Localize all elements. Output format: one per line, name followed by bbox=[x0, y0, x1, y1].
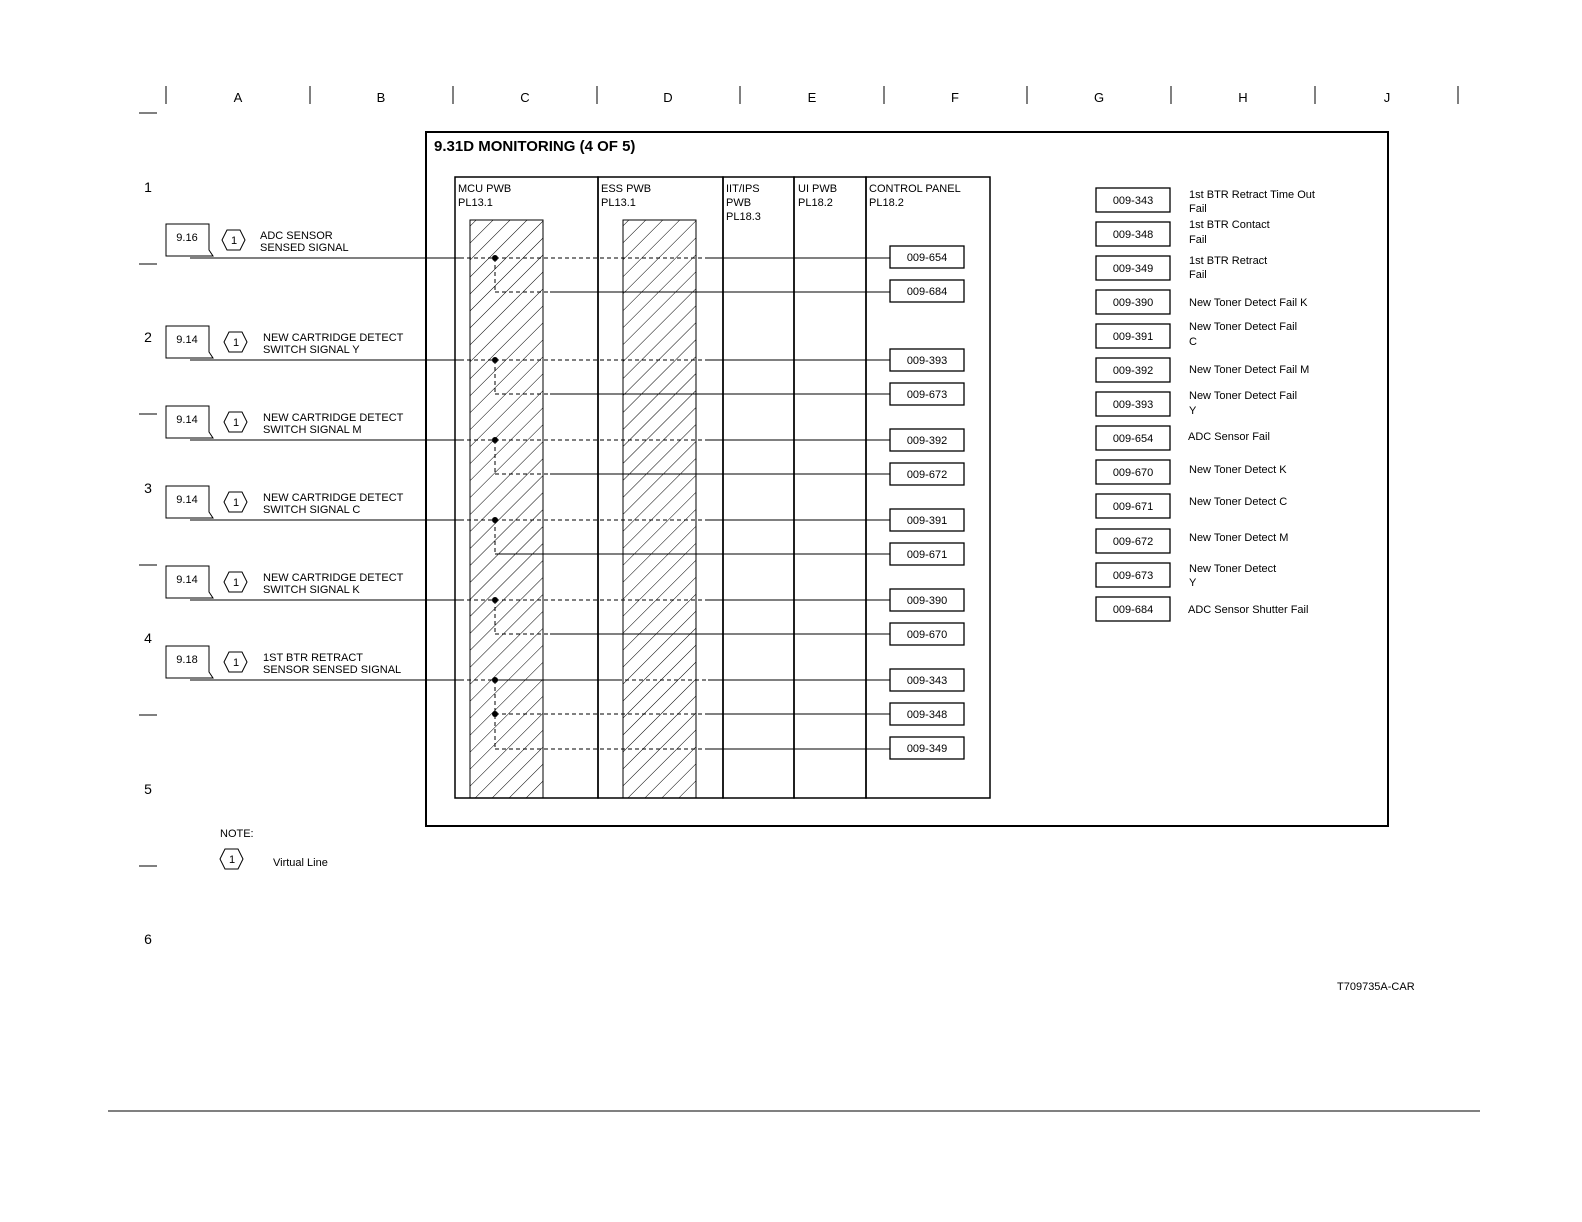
legend-desc: 1st BTR Contact bbox=[1189, 219, 1270, 231]
row-label: 3 bbox=[144, 480, 152, 496]
fault-code: 009-393 bbox=[906, 355, 948, 367]
ess-pwb-label: ESS PWB bbox=[601, 183, 652, 195]
row-label: 6 bbox=[144, 931, 152, 947]
iit-pwb-pl: PL18.3 bbox=[726, 211, 761, 223]
virtual-line-symbol: 1 bbox=[232, 337, 240, 349]
legend-desc: 1st BTR Retract Time Out bbox=[1189, 189, 1315, 201]
signal-label: SWITCH SIGNAL C bbox=[263, 504, 361, 516]
ui-pwb-pl: PL18.2 bbox=[798, 197, 833, 209]
legend-code: 009-672 bbox=[1112, 536, 1154, 548]
signal-label: ADC SENSOR bbox=[260, 230, 333, 242]
legend-desc: New Toner Detect M bbox=[1189, 532, 1289, 544]
fault-code: 009-684 bbox=[906, 286, 948, 298]
iit-pwb-box bbox=[723, 177, 794, 798]
signal-switch-k bbox=[166, 566, 964, 645]
ui-pwb-box bbox=[794, 177, 866, 798]
ui-pwb-label: UI PWB bbox=[798, 183, 838, 195]
signal-switch-c bbox=[166, 486, 964, 565]
signal-btr-retract bbox=[166, 646, 964, 759]
signal-label: NEW CARTRIDGE DETECT bbox=[263, 492, 404, 504]
legend-code: 009-391 bbox=[1112, 331, 1154, 343]
column-label: A bbox=[233, 90, 243, 105]
signal-switch-y bbox=[166, 326, 964, 405]
signal-label: NEW CARTRIDGE DETECT bbox=[263, 572, 404, 584]
fault-code: 009-673 bbox=[906, 389, 948, 401]
legend-code: 009-343 bbox=[1112, 195, 1154, 207]
legend-code: 009-349 bbox=[1112, 263, 1154, 275]
fault-code: 009-670 bbox=[906, 629, 948, 641]
legend-desc: C bbox=[1189, 336, 1197, 348]
column-label: J bbox=[1383, 90, 1391, 105]
legend-desc: Fail bbox=[1189, 203, 1207, 215]
column-label: H bbox=[1238, 90, 1248, 105]
legend-desc: New Toner Detect K bbox=[1189, 464, 1287, 476]
mcu-pwb-pl: PL13.1 bbox=[458, 197, 493, 209]
fault-code: 009-671 bbox=[906, 549, 948, 561]
column-label: D bbox=[663, 90, 673, 105]
signal-label: SENSOR SENSED SIGNAL bbox=[263, 664, 402, 676]
fault-code: 009-349 bbox=[906, 743, 948, 755]
legend-desc: Y bbox=[1189, 577, 1197, 589]
legend-code: 009-392 bbox=[1112, 365, 1154, 377]
mcu-hatch bbox=[470, 220, 543, 798]
legend-code: 009-684 bbox=[1112, 604, 1154, 616]
ess-pwb-pl: PL13.1 bbox=[601, 197, 636, 209]
mcu-pwb-label: MCU PWB bbox=[458, 183, 512, 195]
legend-desc: New Toner Detect Fail K bbox=[1189, 297, 1308, 309]
row-grid bbox=[139, 113, 157, 947]
iit-pwb-label2: PWB bbox=[726, 197, 752, 209]
virtual-line-symbol: 1 bbox=[232, 497, 240, 509]
signal-adc-sensor bbox=[166, 224, 964, 302]
legend-code: 009-671 bbox=[1112, 501, 1154, 513]
note-block bbox=[220, 828, 328, 869]
column-label: E bbox=[807, 90, 817, 105]
legend-code: 009-670 bbox=[1112, 467, 1154, 479]
legend-desc: New Toner Detect Fail bbox=[1189, 321, 1298, 333]
virtual-line-symbol: 1 bbox=[232, 657, 240, 669]
column-grid bbox=[166, 86, 1458, 105]
legend-desc: New Toner Detect Fail bbox=[1189, 390, 1298, 402]
legend-desc: Fail bbox=[1189, 269, 1207, 281]
figure-id: T709735A-CAR bbox=[1337, 981, 1415, 993]
signal-label: SWITCH SIGNAL Y bbox=[263, 344, 360, 356]
legend-code: 009-348 bbox=[1112, 229, 1154, 241]
signal-label: SWITCH SIGNAL K bbox=[263, 584, 360, 596]
legend-desc: New Toner Detect bbox=[1189, 563, 1277, 575]
legend-desc: Y bbox=[1189, 405, 1197, 417]
note-symbol: 1 bbox=[228, 854, 236, 866]
signal-ref: 9.14 bbox=[176, 494, 198, 506]
signal-label: SENSED SIGNAL bbox=[260, 242, 349, 254]
fault-code: 009-654 bbox=[906, 252, 948, 264]
legend-code: 009-393 bbox=[1112, 399, 1154, 411]
virtual-line-symbol: 1 bbox=[230, 235, 238, 247]
signal-label: SWITCH SIGNAL M bbox=[263, 424, 362, 436]
row-label: 2 bbox=[144, 329, 152, 345]
column-label: F bbox=[951, 90, 959, 105]
control-panel-pl: PL18.2 bbox=[869, 197, 904, 209]
signal-ref: 9.14 bbox=[176, 574, 198, 586]
signal-ref: 9.14 bbox=[176, 334, 198, 346]
fault-code: 009-348 bbox=[906, 709, 948, 721]
fault-code: 009-391 bbox=[906, 515, 948, 527]
legend-desc: New Toner Detect Fail M bbox=[1189, 364, 1310, 376]
ess-hatch bbox=[623, 220, 696, 798]
iit-pwb-label: IIT/IPS bbox=[726, 183, 760, 195]
row-label: 4 bbox=[144, 630, 152, 646]
fault-code: 009-343 bbox=[906, 675, 948, 687]
fault-code: 009-390 bbox=[906, 595, 948, 607]
legend-desc: Fail bbox=[1189, 234, 1207, 246]
signal-label: NEW CARTRIDGE DETECT bbox=[263, 412, 404, 424]
row-label: 5 bbox=[144, 781, 152, 797]
note-text: Virtual Line bbox=[273, 857, 328, 869]
fault-code: 009-392 bbox=[906, 435, 948, 447]
column-label: C bbox=[520, 90, 530, 105]
signal-ref: 9.14 bbox=[176, 414, 198, 426]
column-label: B bbox=[376, 90, 386, 105]
control-panel-label: CONTROL PANEL bbox=[869, 183, 961, 195]
column-label: G bbox=[1093, 90, 1105, 105]
signal-label: NEW CARTRIDGE DETECT bbox=[263, 332, 404, 344]
legend-desc: ADC Sensor Fail bbox=[1188, 431, 1270, 443]
signal-switch-m bbox=[166, 406, 964, 485]
virtual-line-symbol: 1 bbox=[232, 417, 240, 429]
signal-ref: 9.18 bbox=[176, 654, 198, 666]
legend-desc: ADC Sensor Shutter Fail bbox=[1188, 604, 1309, 616]
virtual-line-symbol: 1 bbox=[232, 577, 240, 589]
fault-code: 009-672 bbox=[906, 469, 948, 481]
signal-ref: 9.16 bbox=[176, 232, 198, 244]
fault-code-legend bbox=[1096, 188, 1315, 621]
diagram-title: 9.31D MONITORING (4 OF 5) bbox=[434, 138, 636, 155]
legend-code: 009-390 bbox=[1112, 297, 1154, 309]
legend-code: 009-654 bbox=[1112, 433, 1154, 445]
note-label: NOTE: bbox=[220, 828, 254, 840]
signal-label: 1ST BTR RETRACT bbox=[263, 652, 364, 664]
legend-desc: New Toner Detect C bbox=[1189, 496, 1288, 508]
legend-desc: 1st BTR Retract bbox=[1189, 255, 1268, 267]
row-label: 1 bbox=[144, 179, 152, 195]
legend-code: 009-673 bbox=[1112, 570, 1154, 582]
